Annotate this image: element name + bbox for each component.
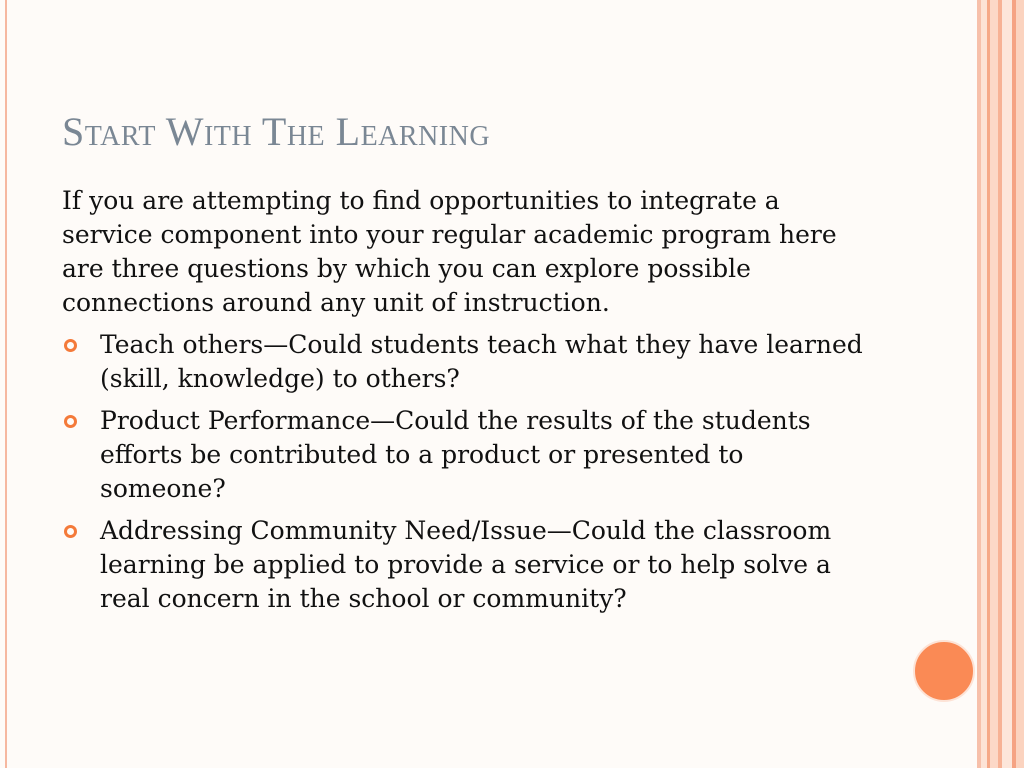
bullet-circle-icon: [64, 339, 77, 352]
bullet-circle-icon: [64, 525, 77, 538]
bullet-text: Product Performance—Could the results of the students efforts be contributed to a product or presented to someone?: [100, 406, 811, 503]
decorative-stripe: [1016, 0, 1024, 768]
slide-body: [62, 184, 872, 624]
left-border-line: [5, 0, 7, 768]
slide-title: Start With The Learning: [62, 109, 491, 154]
bullet-item: [62, 404, 872, 506]
decorative-circle: [913, 640, 975, 702]
bullet-item: [62, 328, 872, 396]
bullet-circle-icon: [64, 415, 77, 428]
decorative-stripe: [990, 0, 998, 768]
bullet-list: [62, 328, 872, 616]
bullet-text: Teach others—Could students teach what they have learned (skill, knowledge) to others?: [100, 330, 863, 393]
decorative-stripe: [1002, 0, 1012, 768]
intro-paragraph: If you are attempting to find opportunities to integrate a service component into your regular academic program here are three questions by which you can explore possible connections around any unit of instruction.: [62, 186, 837, 317]
bullet-item: [62, 514, 872, 616]
bullet-text: Addressing Community Need/Issue—Could the classroom learning be applied to provide a service or to help solve a real concern in the school or community?: [100, 516, 832, 613]
